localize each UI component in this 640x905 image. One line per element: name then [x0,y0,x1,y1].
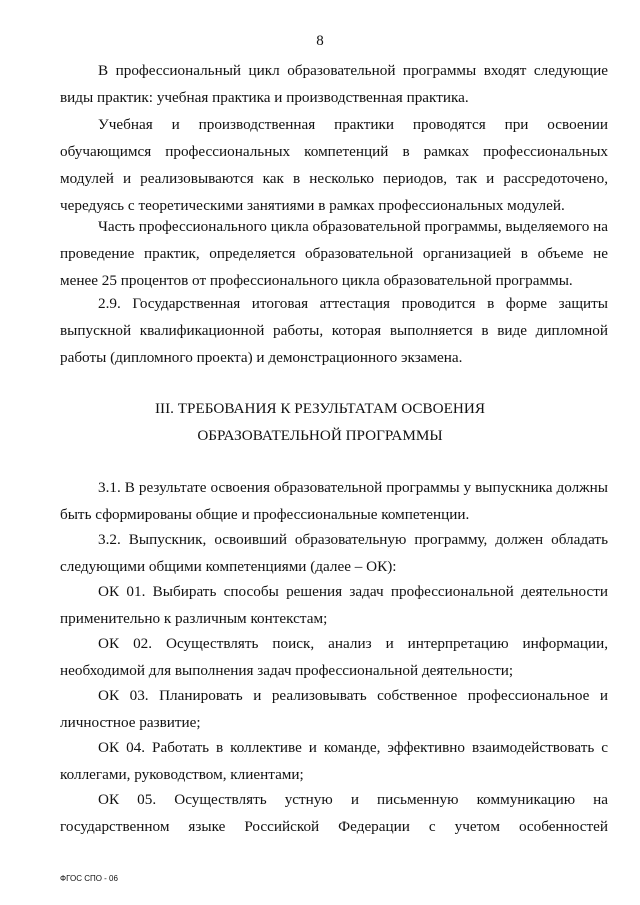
page-number: 8 [316,33,324,49]
paragraph-3-2: 3.2. Выпускник, освоивший образовательную программу, должен обладать следующими общими компетенциями (далее – ОК): [60,531,608,575]
competency-ok-01: ОК 01. Выбирать способы решения задач профессиональной деятельности применительно к различным контекстам; [60,583,608,627]
paragraph-practice-conduct: Учебная и производственная практики проводятся при освоении обучающимся профессиональных компетенций в рамках профессиональных модулей и реализовываются как в несколько периодов, так и рассредоточено, чередуясь с теоретическими занятиями в рамках профессиональных модулей. [60,116,608,214]
section-heading-line2: ОБРАЗОВАТЕЛЬНОЙ ПРОГРАММЫ [197,427,443,444]
paragraph-practice-types: В профессиональный цикл образовательной программы входят следующие виды практик: учебная практика и производственная практика. [60,62,608,106]
competency-ok-04: ОК 04. Работать в коллективе и команде, эффективно взаимодействовать с коллегами, руководством, клиентами; [60,739,608,783]
paragraph-3-1: 3.1. В результате освоения образовательной программы у выпускника должны быть сформированы общие и профессиональные компетенции. [60,479,608,523]
competency-ok-02: ОК 02. Осуществлять поиск, анализ и интерпретацию информации, необходимой для выполнения задач профессиональной деятельности; [60,635,608,679]
competency-ok-05: ОК 05. Осуществлять устную и письменную коммуникацию на государственном языке Российской Федерации с учетом особенностей [60,791,608,835]
footer-standard-code: ФГОС СПО - 06 [60,874,118,883]
paragraph-final-attestation: 2.9. Государственная итоговая аттестация проводится в форме защиты выпускной квалификационной работы, которая выполняется в виде дипломной работы (дипломного проекта) и демонстрационного экзамена. [60,295,608,366]
competency-ok-03: ОК 03. Планировать и реализовывать собственное профессиональное и личностное развитие; [60,687,608,731]
section-heading-line1: III. ТРЕБОВАНИЯ К РЕЗУЛЬТАТАМ ОСВОЕНИЯ [154,400,485,417]
paragraph-practice-share: Часть профессионального цикла образовательной программы, выделяемого на проведение практик, определяется образовательной организацией в объеме не менее 25 процентов от профессионального цикла образовательной программы. [60,218,608,289]
